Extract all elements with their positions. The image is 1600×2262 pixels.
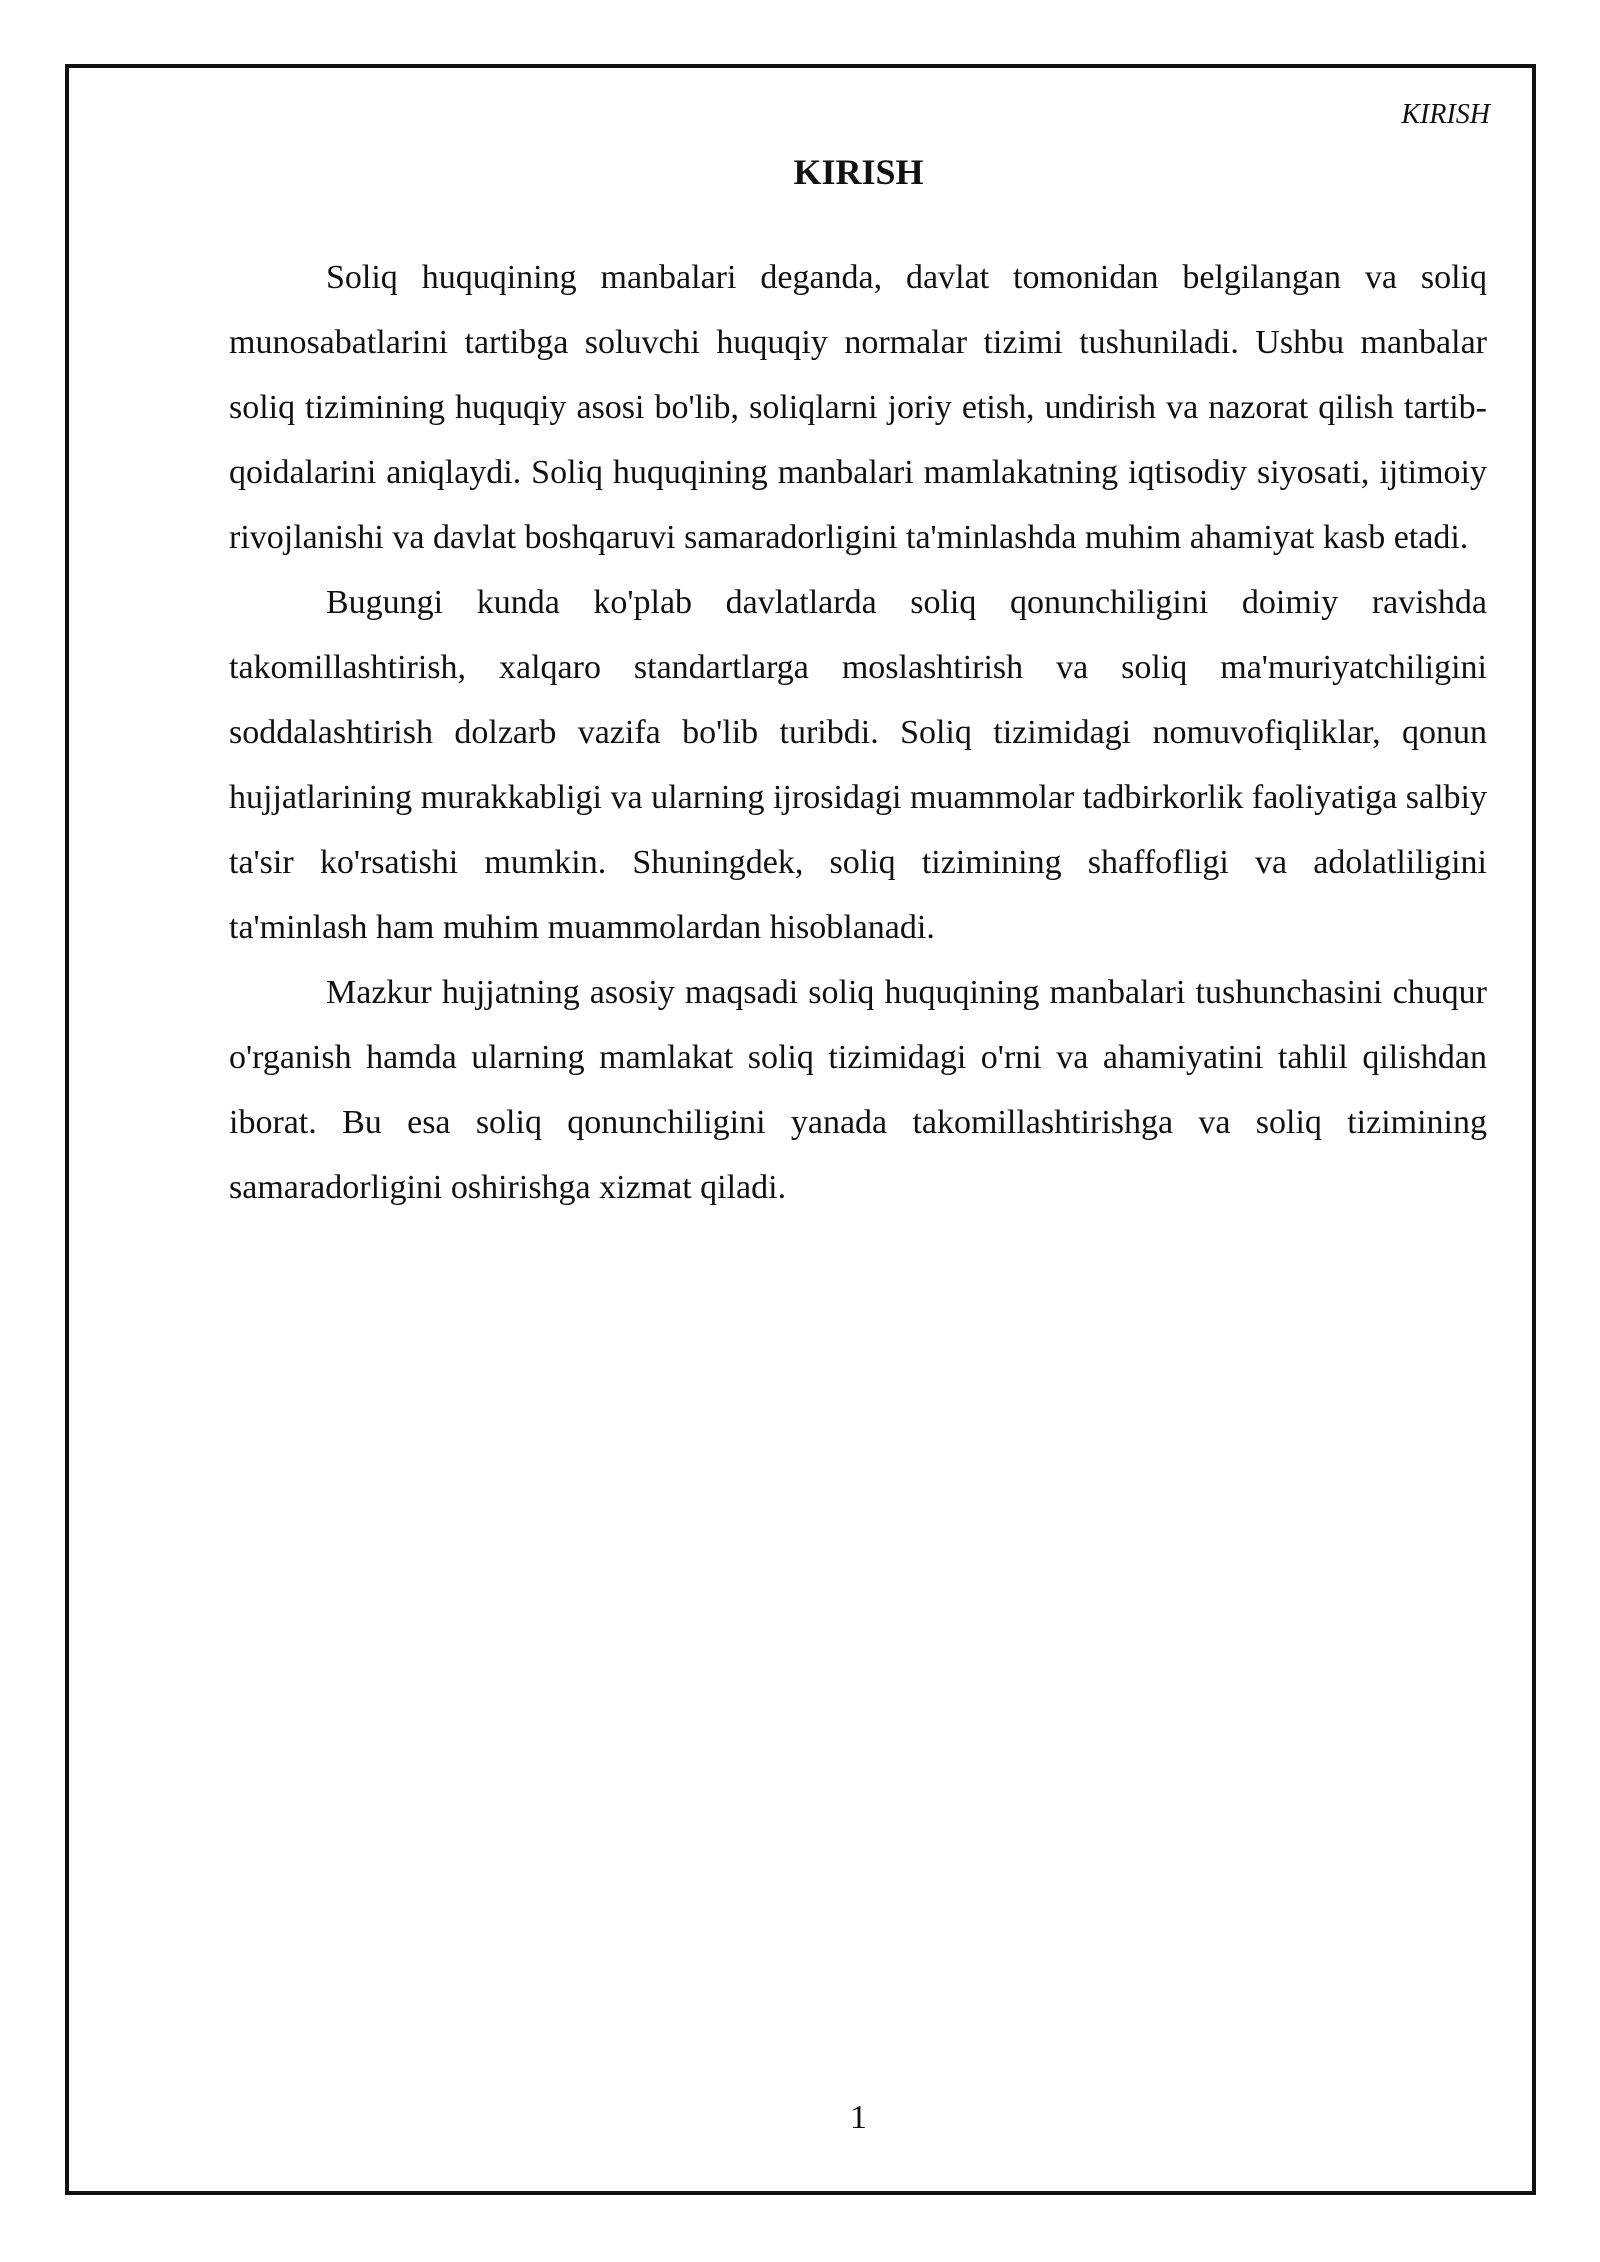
running-header: KIRISH bbox=[1401, 99, 1490, 130]
paragraph: Mazkur hujjatning asosiy maqsadi soliq huquqining manbalari tushunchasini chuqur o'rganish hamda ularning mamlakat soliq tizimidagi o'rni va ahamiyatini tahlil qilishdan iborat. Bu esa soliq qonunchiligini yanada takomillashtirishga va soliq tizimining samaradorligini oshirishga xizmat qiladi. bbox=[229, 974, 1487, 1206]
paragraph: Soliq huquqining manbalari deganda, davlat tomonidan belgilangan va soliq munosabatlarini tartibga soluvchi huquqiy normalar tizimi tushuniladi. Ushbu manbalar soliq tizimining huquqiy asosi bo'lib, soliqlarni joriy etish, undirish va nazorat qilish tartib-qoidalarini aniqlaydi. Soliq huquqining manbalari mamlakatning iqtisodiy siyosati, ijtimoiy rivojlanishi va davlat boshqaruvi samaradorligini ta'minlashda muhim ahamiyat kasb etadi. bbox=[229, 259, 1487, 556]
body-text bbox=[229, 245, 1487, 1220]
paragraph: Bugungi kunda ko'plab davlatlarda soliq qonunchiligini doimiy ravishda takomillashtirish, xalqaro standartlarga moslashtirish va soliq ma'muriyatchiligini soddalashtirish dolzarb vazifa bo'lib turibdi. Soliq tizimidagi nomuvofiqliklar, qonun hujjatlarining murakkabligi va ularning ijrosidagi muammolar tadbirkorlik faoliyatiga salbiy ta'sir ko'rsatishi mumkin. Shuningdek, soliq tizimining shaffofligi va adolatliligini ta'minlash ham muhim muammolardan hisoblanadi. bbox=[229, 584, 1487, 946]
page-number: 1 bbox=[850, 2099, 867, 2136]
page-title: KIRISH bbox=[793, 152, 924, 192]
